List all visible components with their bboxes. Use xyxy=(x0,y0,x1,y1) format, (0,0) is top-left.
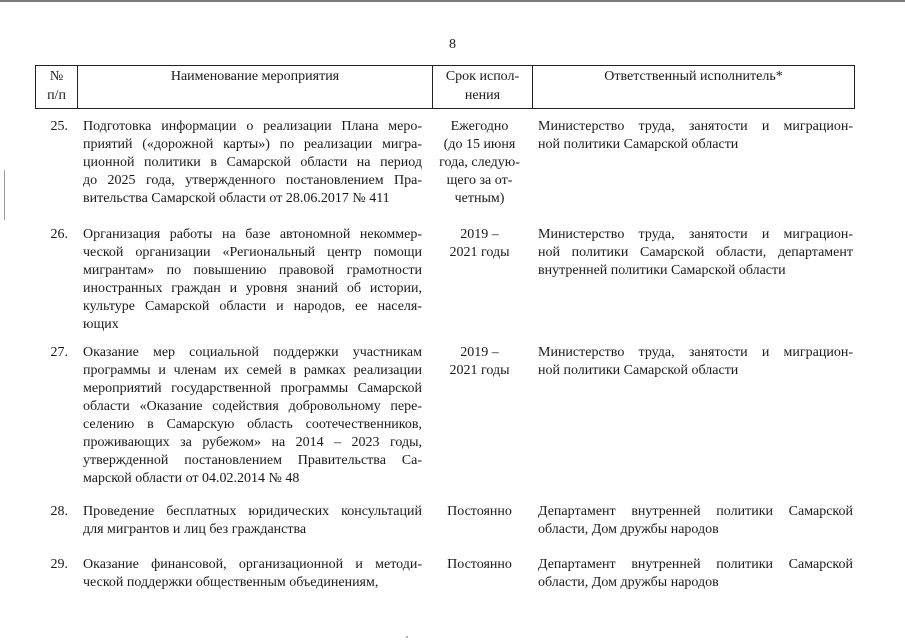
activity-name-line: селению в Самарскую область соотечественников, xyxy=(83,417,422,432)
row-number: 25. xyxy=(50,119,68,134)
activity-name xyxy=(83,226,422,334)
activity-name-line: ческой организации «Региональный центр помощи xyxy=(83,245,422,260)
deadline-line: четным) xyxy=(454,191,505,206)
row-number: 26. xyxy=(50,227,68,242)
responsible-executor-line: Департамент внутренней политики Самарской xyxy=(538,557,853,572)
responsible-executor xyxy=(538,118,853,154)
responsible-executor xyxy=(538,556,853,592)
responsible-executor-line: ной политики Самарской области xyxy=(538,363,739,378)
deadline-line: 2021 годы xyxy=(449,245,510,260)
activity-name-line: вительства Самарской области от 28.06.2017 № 411 xyxy=(83,191,390,206)
deadline-line: 2019 – xyxy=(460,227,499,242)
header-term: Срок испол- нения xyxy=(433,66,533,109)
activity-name-line: марской области от 04.02.2014 № 48 xyxy=(83,471,300,486)
responsible-executor-line: Министерство труда, занятости и миграцион- xyxy=(538,119,853,134)
row-number: 29. xyxy=(50,557,68,572)
activity-name-line: культуре Самарской области и народов, ее населя- xyxy=(83,299,422,314)
deadline-line: щего за от- xyxy=(446,173,513,188)
responsible-executor-line: области, Дом дружбы народов xyxy=(538,575,719,590)
scan-top-border xyxy=(0,0,905,2)
table-header xyxy=(35,65,855,109)
deadline-line: Постоянно xyxy=(447,504,512,519)
deadline-line: (до 15 июня xyxy=(443,137,516,152)
activity-name-line: Проведение бесплатных юридических консультаций xyxy=(83,504,422,519)
deadline xyxy=(432,118,527,208)
scan-edge-mark xyxy=(4,170,5,220)
activity-name-line: Подготовка информации о реализации Плана меро- xyxy=(83,119,422,134)
activity-name-line: ческой поддержки общественным объединениям, xyxy=(83,575,379,590)
header-responsible: Ответственный исполнитель* xyxy=(533,66,855,109)
activity-name xyxy=(83,503,422,539)
activity-name-line: Оказание мер социальной поддержки участникам xyxy=(83,345,422,360)
deadline-line: года, следую- xyxy=(439,155,520,170)
activity-name-line: приятий («дорожной карты») по реализации мигра- xyxy=(83,137,422,152)
responsible-executor-line: ной политики Самарской области xyxy=(538,137,739,152)
deadline-line: Ежегодно xyxy=(450,119,509,134)
activity-name-line: утвержденной постановлением Правительства Са- xyxy=(83,453,422,468)
activity-name-line: ющих xyxy=(83,317,119,332)
activity-name-line: мигрантам» по повышению правовой грамотности xyxy=(83,263,422,278)
responsible-executor-line: ной политики Самарской области, департамент xyxy=(538,245,853,260)
deadline xyxy=(432,344,527,380)
responsible-executor-line: внутренней политики Самарской области xyxy=(538,263,786,278)
deadline-line: 2019 – xyxy=(460,345,499,360)
header-name: Наименование мероприятия xyxy=(78,66,433,109)
deadline xyxy=(432,556,527,574)
activity-name-line: иностранных граждан и уровня знаний об истории, xyxy=(83,281,422,296)
activity-name xyxy=(83,344,422,488)
row-number: 28. xyxy=(50,504,68,519)
activity-name-line: программы и членам их семей в рамках реализации xyxy=(83,363,422,378)
scan-speck xyxy=(406,636,408,638)
activity-name xyxy=(83,556,422,592)
responsible-executor-line: Департамент внутренней политики Самарской xyxy=(538,504,853,519)
deadline xyxy=(432,503,527,521)
activity-name-line: Оказание финансовой, организационной и методи- xyxy=(83,557,422,572)
header-num: № п/п xyxy=(36,66,78,109)
activity-name-line: проживающих за рубежом» на 2014 – 2023 годы, xyxy=(83,435,422,450)
responsible-executor xyxy=(538,503,853,539)
deadline-line: Постоянно xyxy=(447,557,512,572)
responsible-executor xyxy=(538,226,853,280)
responsible-executor-line: области, Дом дружбы народов xyxy=(538,522,719,537)
deadline-line: 2021 годы xyxy=(449,363,510,378)
activity-name-line: мероприятий государственной программы Самарской xyxy=(83,381,422,396)
activity-name-line: Организация работы на базе автономной некоммер- xyxy=(83,227,422,242)
activity-name-line: для мигрантов и лиц без гражданства xyxy=(83,522,307,537)
page-number: 8 xyxy=(449,37,456,52)
activity-name-line: области «Оказание содействия добровольному пере- xyxy=(83,399,422,414)
responsible-executor xyxy=(538,344,853,380)
activity-name-line: ционной политики в Самарской области на период xyxy=(83,155,422,170)
responsible-executor-line: Министерство труда, занятости и миграцион- xyxy=(538,227,853,242)
deadline xyxy=(432,226,527,262)
row-number: 27. xyxy=(50,345,68,360)
responsible-executor-line: Министерство труда, занятости и миграцион- xyxy=(538,345,853,360)
activity-name-line: до 2025 года, утвержденного постановлением Пра- xyxy=(83,173,422,188)
activity-name xyxy=(83,118,422,208)
